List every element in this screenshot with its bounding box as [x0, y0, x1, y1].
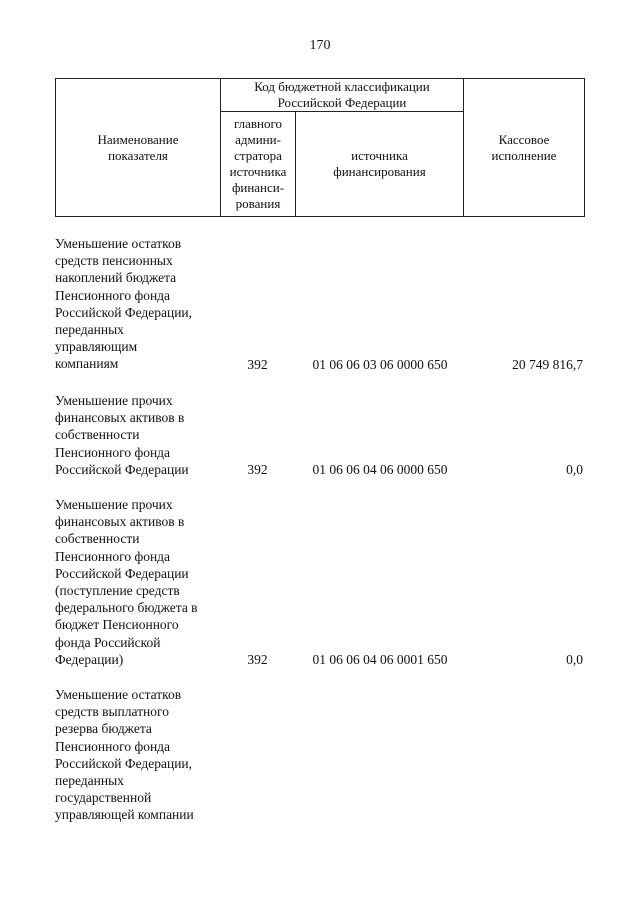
row-source-code: 01 06 06 04 06 0001 650: [312, 651, 448, 667]
row-name: Уменьшение прочих финансовых активов в собственности Пенсионного фонда Российской Федерации (поступление средств федерального бюджета в бюджет Пенсионного фонда Российской Федерации): [55, 497, 198, 667]
row-amount: 20 749 816,7: [512, 356, 583, 372]
row-admin-code: 392: [247, 651, 268, 667]
header-source-column: источника финансирования: [333, 148, 426, 179]
header-admin-column: главного админи- стратора источника финанси- рования: [229, 116, 287, 211]
row-amount: 0,0: [566, 461, 583, 477]
table-row: [55, 496, 585, 668]
page-number: 170: [309, 38, 331, 53]
row-amount: 0,0: [566, 651, 583, 667]
table-header: [55, 78, 585, 217]
row-name: Уменьшение прочих финансовых активов в собственности Пенсионного фонда Российской Федерации: [55, 393, 189, 477]
table-row: [55, 235, 585, 373]
row-admin-code: 392: [247, 461, 268, 477]
row-name: Уменьшение остатков средств выплатного резерва бюджета Пенсионного фонда Российской Федерации, переданных государственной управляющей компании: [55, 687, 194, 823]
header-right-border: [584, 78, 585, 217]
table-row: [55, 686, 585, 824]
header-exec-column: Кассовое исполнение: [491, 131, 557, 163]
row-source-code: 01 06 06 03 06 0000 650: [312, 356, 448, 372]
row-source-code: 01 06 06 04 06 0000 650: [312, 461, 448, 477]
header-bottom-border: [55, 216, 585, 217]
header-name-column: Наименование показателя: [97, 131, 179, 163]
header-code-group: Код бюджетной классификации Российской Федерации: [254, 79, 430, 110]
table-row: [55, 392, 585, 478]
row-admin-code: 392: [247, 356, 268, 372]
row-name: Уменьшение остатков средств пенсионных накоплений бюджета Пенсионного фонда Российской Федерации, переданных управляющим компаниям: [55, 236, 193, 372]
